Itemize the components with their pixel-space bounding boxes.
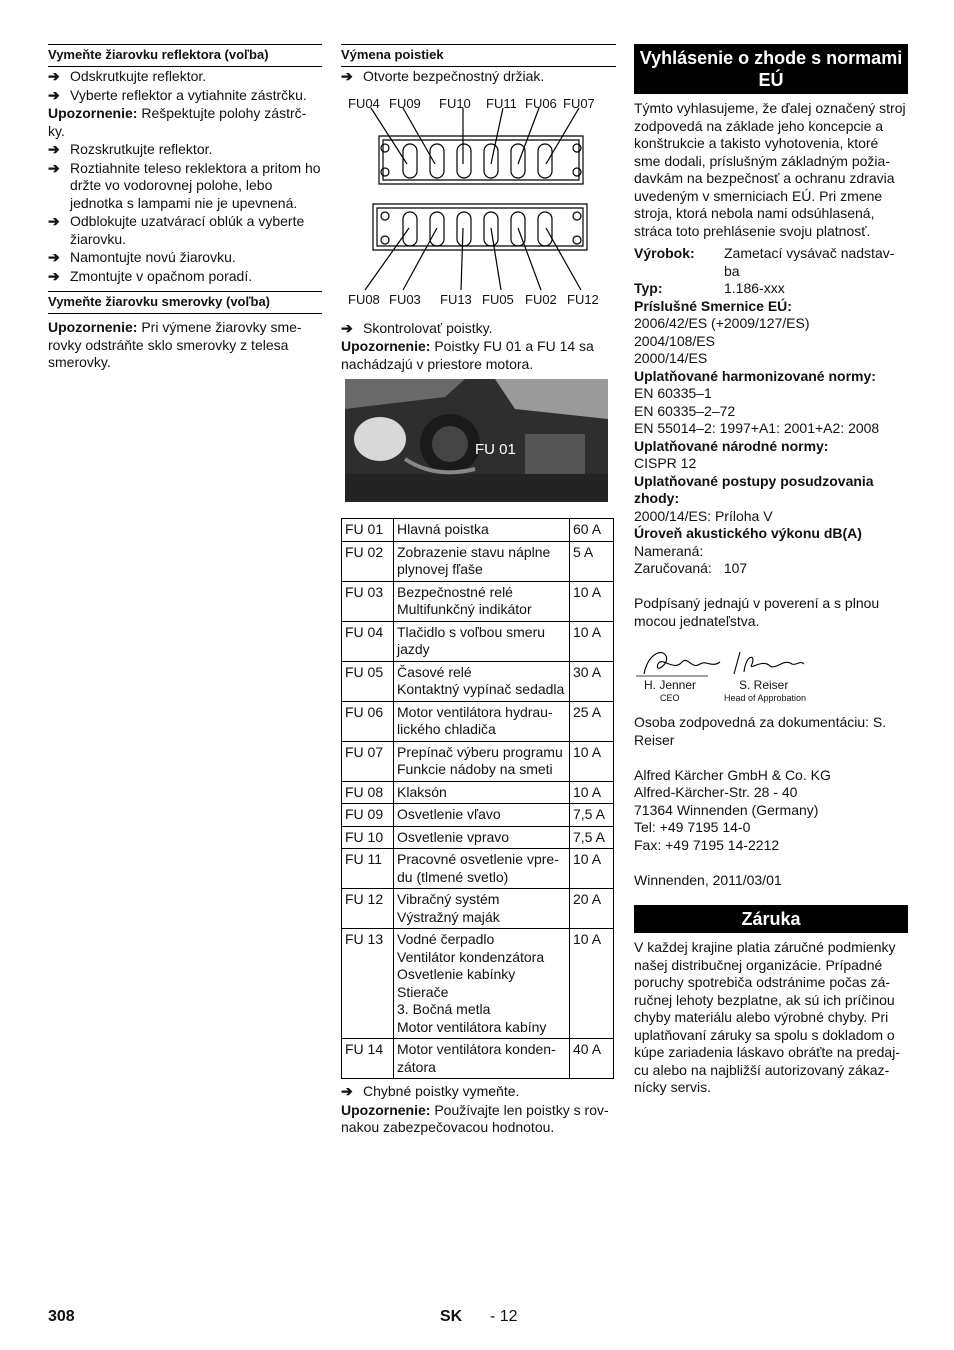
signer-role: Head of Approbation: [724, 693, 807, 703]
fuse-id: FU 10: [342, 826, 394, 849]
standard: EN 55014–2: 1997+A1: 2001+A2: 2008: [634, 420, 880, 436]
arrow-icon: ➔: [48, 68, 60, 84]
fuse-rating: 25 A: [570, 701, 614, 741]
fuse-description: Časové relé Kontaktný vypínač sedadla: [394, 661, 570, 701]
type-row: Typ: 1.186-xxx: [634, 280, 785, 296]
fuse-rating: 40 A: [570, 1039, 614, 1079]
fuse-label: FU06: [525, 95, 557, 111]
fuse-label: FU13: [440, 291, 472, 307]
fuse-description: Pracovné osvetlenie vpre-du (tlmené svetlo): [394, 849, 570, 889]
fuse-label: FU04: [348, 95, 380, 111]
arrow-icon: ➔: [48, 267, 60, 284]
fuse-row: [342, 929, 614, 1039]
heading-reflector-bulb: Vymeňte žiarovku reflektora (voľba): [48, 44, 322, 67]
measured-row: Nameraná:: [634, 542, 704, 559]
address-line: 71364 Winnenden (Germany): [634, 801, 819, 818]
standard: CISPR 12: [634, 455, 697, 471]
column-middle: [341, 44, 616, 1138]
fuse-row: [342, 661, 614, 701]
standard: EN 60335–1: [634, 385, 712, 401]
fuse-row: [342, 889, 614, 929]
fuse-label: FU05: [482, 291, 514, 307]
section-page: - 12: [490, 1308, 518, 1325]
fuse-label: FU10: [439, 95, 471, 111]
fuse-id: FU 13: [342, 929, 394, 1039]
fuse-row: [342, 701, 614, 741]
fuse-description: Hlavná poistka: [394, 519, 570, 542]
step: ➔ Vyberte reflektor a vytiahnite zástrčku.: [48, 86, 307, 103]
warranty-text: V každej krajine platia záručné podmienky našej distribučnej organizácie. Prípadné poruchy spotrebiča odstránime počas zá-ručnej lehoty bezplatne, ak sú ich príčinou chyby materiálu alebo výrobné chyby. Pri uplatňovaní záruky sa spolu s dokladom o kúpe zariadenia láskavo obráťte na predaj-cu alebo na najbližší autorizovaný zákaz-nícky servis.: [634, 939, 900, 1095]
fuse-rating: 60 A: [570, 519, 614, 542]
fuse-rating: 10 A: [570, 849, 614, 889]
fuse-id: FU 07: [342, 741, 394, 781]
fuse-label: FU11: [486, 95, 517, 111]
standard: EN 60335–2–72: [634, 402, 736, 419]
fuse-label: FU09: [389, 95, 421, 111]
place-date: Winnenden, 2011/03/01: [634, 871, 782, 888]
address-line: Fax: +49 7195 14-2212: [634, 836, 780, 853]
step: ➔ Rozskrutkujte reflektor.: [48, 141, 213, 157]
fuse-rating: 5 A: [570, 541, 614, 581]
note-indicator: Upozornenie: Pri výmene žiarovky sme-rovky odstráňte sklo smerovky z telesa smerovky.: [48, 319, 302, 370]
fuse-description: Bezpečnostné relé Multifunkčný indikátor: [394, 581, 570, 621]
fuse-description: Vodné čerpadlo Ventilátor kondenzátora Osvetlenie kabínky Stierače 3. Bočná metla Motor ventilátora kabíny: [394, 929, 570, 1039]
fuse-rating: 30 A: [570, 661, 614, 701]
note-engine-fuses: Upozornenie: Poistky FU 01 a FU 14 sa nachádzajú v priestore motora.: [341, 338, 594, 372]
fuse-label: FU02: [525, 291, 557, 307]
sound-label: Úroveň akustického výkonu dB(A): [634, 525, 862, 541]
fuse-box-diagram: [341, 94, 616, 314]
fuse-description: Osvetlenie vľavo: [394, 804, 570, 827]
note-same-rating: Upozornenie: Používajte len poistky s rov-nakou zabezpečovacou hodnotou.: [341, 1101, 609, 1135]
fuse-description: Motor ventilátora hydrau-lického chladiča: [394, 701, 570, 741]
fuse-id: FU 02: [342, 541, 394, 581]
arrow-icon: ➔: [341, 68, 353, 84]
address-line: Tel: +49 7195 14-0: [634, 819, 751, 835]
fuse-label: FU08: [348, 291, 380, 307]
procedures-label: Uplatňované postupy posudzovania zhody:: [634, 472, 874, 506]
fuse-box-drawing: [341, 94, 616, 314]
arrow-icon: ➔: [341, 1083, 353, 1099]
step: ➔ Odskrutkujte reflektor.: [48, 68, 207, 84]
signer-name: H. Jenner: [644, 678, 697, 692]
fuse-row: [342, 849, 614, 889]
fuse-rating: 7,5 A: [570, 826, 614, 849]
page-number: 308: [48, 1308, 75, 1325]
procedure: 2000/14/ES: Príloha V: [634, 507, 773, 524]
fuse-row: [342, 621, 614, 661]
fuse-row: [342, 781, 614, 804]
column-right: [634, 44, 908, 1097]
signed-statement: Podpísaný jednajú v poverení a s plnou mocou jednateľstva.: [634, 595, 880, 629]
fuse-id: FU 12: [342, 889, 394, 929]
step: ➔ Zmontujte v opačnom poradí.: [48, 267, 253, 284]
fuse-row: [342, 741, 614, 781]
fuse-label: FU12: [567, 291, 599, 307]
step: ➔ Namontujte novú žiarovku.: [48, 249, 236, 265]
fuse-id: FU 05: [342, 661, 394, 701]
fuse-description: Klaksón: [394, 781, 570, 804]
doc-responsible: Osoba zodpovedná za dokumentáciu: S. Reiser: [634, 714, 887, 748]
directive: 2006/42/ES (+2009/127/ES): [634, 315, 810, 331]
signer-role: CEO: [660, 693, 680, 703]
address-line: Alfred-Kärcher-Str. 28 - 40: [634, 784, 798, 800]
fuse-row: [342, 541, 614, 581]
fuse-rating: 10 A: [570, 781, 614, 804]
heading-warranty: Záruka: [634, 905, 908, 933]
step: ➔ Odblokujte uzatvárací oblúk a vyberte žiarovku.: [48, 213, 305, 247]
fuse-row: [342, 1039, 614, 1079]
harmonized-label: Uplatňované harmonizované normy:: [634, 367, 876, 384]
column-left: [48, 44, 322, 373]
fuse-rating: 20 A: [570, 889, 614, 929]
fuse-description: Tlačidlo s voľbou smeru jazdy: [394, 621, 570, 661]
fuse-row: [342, 804, 614, 827]
arrow-icon: ➔: [48, 213, 60, 229]
heading-eu-declaration: Vyhlásenie o zhode s normami EÚ: [634, 44, 908, 94]
fuse-description: Osvetlenie vpravo: [394, 826, 570, 849]
language-code: SK: [440, 1308, 463, 1325]
arrow-icon: ➔: [48, 159, 60, 176]
fuse-description: Zobrazenie stavu náplne plynovej fľaše: [394, 541, 570, 581]
heading-fuse-replacement: Výmena poistiek: [341, 44, 616, 67]
fuse-id: FU 06: [342, 701, 394, 741]
steps-reflector-a: [48, 68, 322, 104]
directive: 2000/14/ES: [634, 350, 708, 366]
fuse-id: FU 09: [342, 804, 394, 827]
guaranteed-row: Zaručovaná: 107: [634, 560, 748, 576]
step: ➔ Otvorte bezpečnostný držiak.: [341, 68, 545, 84]
signatures: [634, 644, 908, 706]
fuse-description: Motor ventilátora konden-zátora: [394, 1039, 570, 1079]
fuse-table: [341, 518, 614, 1079]
fuse-id: FU 04: [342, 621, 394, 661]
product-row: Výrobok: Zametací vysávač nadstav-ba: [634, 245, 895, 279]
signer-name: S. Reiser: [739, 678, 789, 692]
photo-fuse-label: FU 01: [475, 441, 516, 458]
fuse-description: Vibračný systém Výstražný maják: [394, 889, 570, 929]
fuse-id: FU 03: [342, 581, 394, 621]
steps-reflector-b: [48, 141, 322, 285]
directives-label: Príslušné Smernice EÚ:: [634, 297, 792, 314]
arrow-icon: ➔: [341, 319, 353, 336]
engine-compartment-photo: [345, 379, 608, 502]
fuse-id: FU 08: [342, 781, 394, 804]
fuse-id: FU 14: [342, 1039, 394, 1079]
fuse-rating: 10 A: [570, 621, 614, 661]
fuse-row: [342, 519, 614, 542]
fuse-row: [342, 826, 614, 849]
fuse-description: Prepínač výberu programu Funkcie nádoby na smeti: [394, 741, 570, 781]
fuse-id: FU 11: [342, 849, 394, 889]
arrow-icon: ➔: [48, 86, 60, 103]
arrow-icon: ➔: [48, 141, 60, 157]
arrow-icon: ➔: [48, 249, 60, 265]
fuse-label: FU07: [563, 95, 595, 111]
step: ➔ Roztiahnite teleso reklektora a pritom ho držte vo vodorovnej polohe, lebo jednotka s lampami nie je upevnená.: [48, 159, 321, 211]
fuse-rating: 10 A: [570, 929, 614, 1039]
fuse-id: FU 01: [342, 519, 394, 542]
fuse-row: [342, 581, 614, 621]
step: ➔ Skontrolovať poistky.: [341, 319, 493, 336]
national-label: Uplatňované národné normy:: [634, 437, 829, 454]
step: ➔ Chybné poistky vymeňte.: [341, 1083, 520, 1099]
heading-indicator-bulb: Vymeňte žiarovku smerovky (voľba): [48, 291, 322, 314]
fuse-rating: 10 A: [570, 741, 614, 781]
directive: 2004/108/ES: [634, 332, 715, 349]
fuse-rating: 10 A: [570, 581, 614, 621]
note-reflector: Upozornenie: Rešpektujte polohy zástrč-ky.: [48, 105, 307, 139]
address-line: Alfred Kärcher GmbH & Co. KG: [634, 766, 831, 783]
fuse-rating: 7,5 A: [570, 804, 614, 827]
declaration-intro: Týmto vyhlasujeme, že ďalej označený stroj zodpovedá na základe jeho koncepcie a konštrukcie a takisto vyhotovenia, ktoré sme dodali, príslušným základným požia-davkám na bezpečnosť a ochranu zdravia uvedeným v smerniciach EÚ. Pri zmene stroja, ktorá nebola nami odsúhlasená, stráca toto prehlásenie svoju platnosť.: [634, 100, 906, 239]
fuse-label: FU03: [389, 291, 421, 307]
